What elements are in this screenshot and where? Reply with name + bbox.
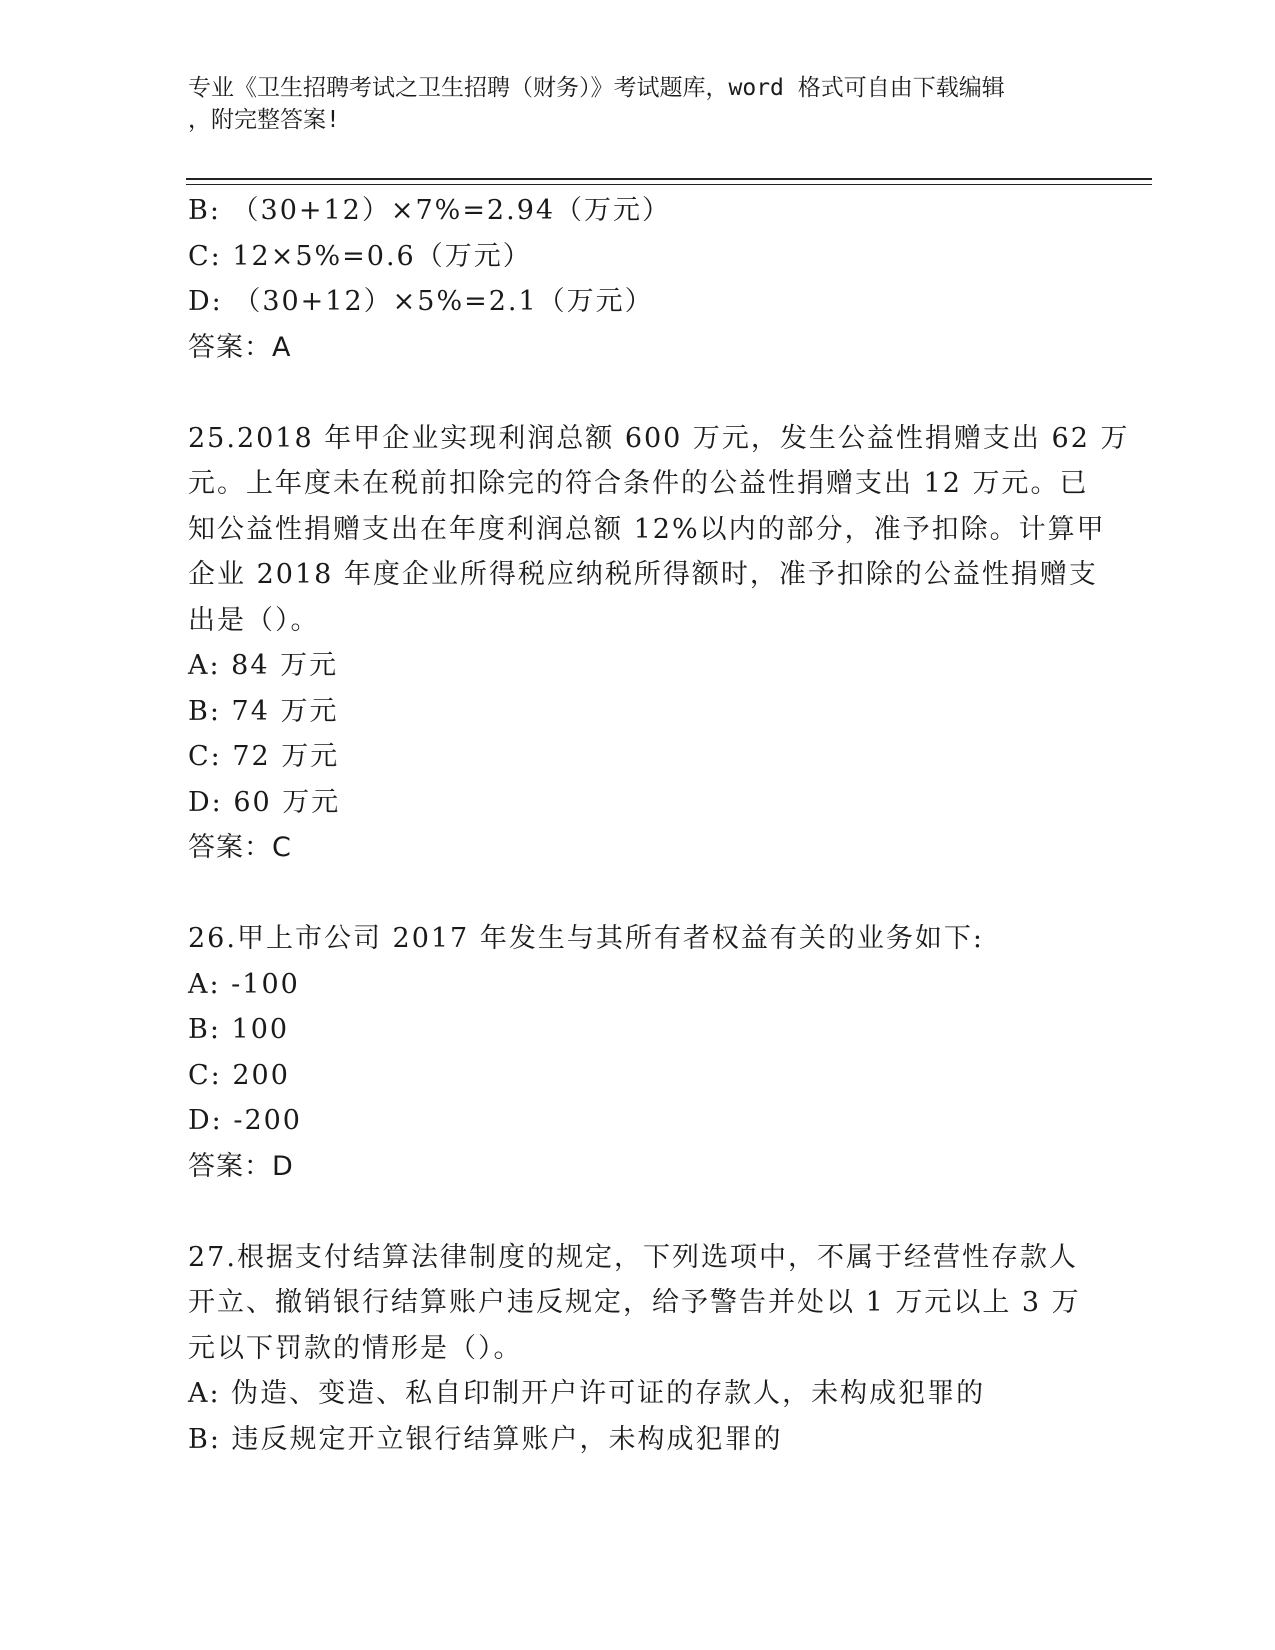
option-a: A: 84 万元: [188, 650, 339, 681]
question-27: [188, 1235, 1088, 1463]
spacer: [188, 370, 1088, 416]
question-text-line: 27.根据支付结算法律制度的规定，下列选项中，不属于经营性存款人: [188, 1241, 1078, 1273]
answer-label: 答案：A: [188, 331, 292, 363]
question-25: [188, 416, 1130, 871]
header-divider-thin: [186, 184, 1152, 185]
spacer: [188, 1189, 1088, 1235]
prev-question: [188, 188, 1088, 370]
option-c: C: 12×5%=0.6（万元）: [188, 240, 532, 272]
option-a: A: -100: [188, 968, 300, 1000]
answer-label: 答案：C: [188, 832, 292, 863]
question-26: [188, 916, 1088, 1189]
option-d: D: 60 万元: [188, 786, 341, 818]
question-text-line: 元。上年度未在税前扣除完的符合条件的公益性捐赠支出 12 万元。已: [188, 468, 1089, 499]
question-text-line: 26.甲上市公司 2017 年发生与其所有者权益有关的业务如下:: [188, 923, 984, 954]
header-divider-thick: [186, 178, 1152, 180]
document-header: [188, 72, 1068, 136]
option-d: D: （30+12）×5%=2.1（万元）: [188, 286, 654, 317]
document-body: [188, 188, 1130, 1462]
option-c: C: 72 万元: [188, 741, 340, 772]
option-b: B: 100: [188, 1014, 290, 1045]
question-text-line: 企业 2018 年度企业所得税应纳税所得额时，准予扣除的公益性捐赠支: [188, 559, 1098, 590]
option-d: D: -200: [188, 1105, 302, 1136]
question-text-line: 出是（）。: [188, 604, 320, 636]
question-text-line: 开立、撤销银行结算账户违反规定，给予警告并处以 1 万元以上 3 万: [188, 1287, 1081, 1318]
question-text-line: 知公益性捐赠支出在年度利润总额 12%以内的部分，准予扣除。计算甲: [188, 513, 1106, 545]
header-line-2: ，附完整答案!: [188, 107, 340, 133]
header-line-1: 专业《卫生招聘考试之卫生招聘（财务）》考试题库，word 格式可自由下载编辑: [188, 75, 1005, 101]
option-b: B: （30+12）×7%=2.94（万元）: [188, 195, 672, 226]
option-a: A: 伪造、变造、私自印制开户许可证的存款人，未构成犯罪的: [188, 1378, 986, 1409]
option-b: B: 74 万元: [188, 695, 339, 727]
option-c: C: 200: [188, 1059, 290, 1091]
answer-label: 答案：D: [188, 1150, 294, 1182]
option-b: B: 违反规定开立银行结算账户，未构成犯罪的: [188, 1423, 783, 1455]
spacer: [188, 871, 1088, 917]
question-text-line: 25.2018 年甲企业实现利润总额 600 万元，发生公益性捐赠支出 62 万: [188, 422, 1130, 454]
question-text-line: 元以下罚款的情形是（）。: [188, 1332, 523, 1364]
